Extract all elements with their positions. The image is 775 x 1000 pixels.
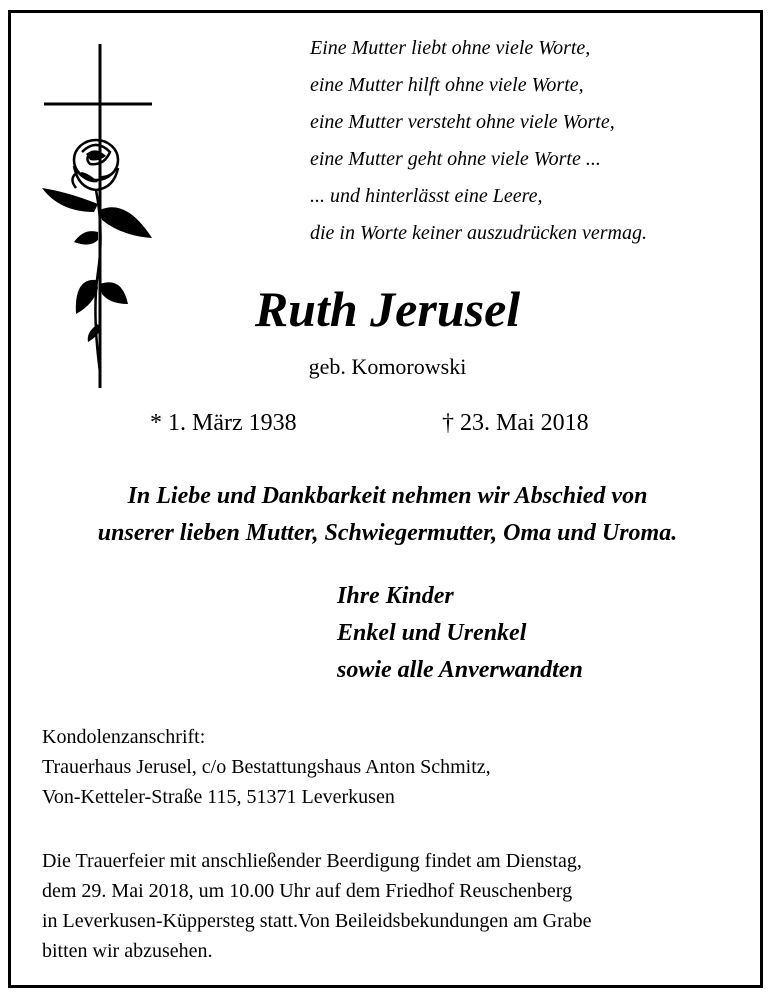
maiden-name: geb. Komorowski — [308, 354, 467, 379]
funeral-line: bitten wir abzusehen. — [42, 940, 213, 962]
family-signature — [337, 578, 583, 689]
farewell-line: unserer lieben Mutter, Schwiegermutter, Oma und Uroma. — [97, 520, 678, 546]
family-line: sowie alle Anverwandten — [337, 657, 583, 683]
poem-line: die in Worte keiner auszudrücken vermag. — [310, 222, 647, 244]
farewell-line: In Liebe und Dankbarkeit nehmen wir Abschied von — [127, 483, 648, 509]
funeral-line: Die Trauerfeier mit anschließender Beerdigung findet am Dienstag, — [42, 850, 582, 872]
family-line: Ihre Kinder — [337, 583, 454, 609]
poem-line: Eine Mutter liebt ohne viele Worte, — [310, 37, 591, 59]
family-line: Enkel und Urenkel — [337, 620, 527, 646]
funeral-line: dem 29. Mai 2018, um 10.00 Uhr auf dem Friedhof Reuschenberg — [42, 880, 573, 902]
cross-with-rose-icon — [38, 42, 158, 392]
death-date: † 23. Mai 2018 — [442, 410, 589, 436]
farewell-text — [0, 478, 775, 552]
funeral-info — [42, 846, 592, 966]
deceased-name: Ruth Jerusel — [254, 281, 521, 337]
funeral-line: in Leverkusen-Küppersteg statt.Von Beileidsbekundungen am Grabe — [42, 910, 592, 932]
condolence-address — [42, 722, 491, 812]
poem-line: eine Mutter geht ohne viele Worte ... — [310, 148, 601, 170]
poem-line: ... und hinterlässt eine Leere, — [310, 185, 543, 207]
address-line: Kondolenzanschrift: — [42, 726, 206, 748]
poem — [310, 30, 647, 252]
address-line: Trauerhaus Jerusel, c/o Bestattungshaus Anton Schmitz, — [42, 756, 491, 778]
poem-line: eine Mutter versteht ohne viele Worte, — [310, 111, 615, 133]
birth-date: * 1. März 1938 — [150, 410, 297, 436]
address-line: Von-Ketteler-Straße 115, 51371 Leverkusen — [42, 786, 395, 808]
poem-line: eine Mutter hilft ohne viele Worte, — [310, 74, 584, 96]
